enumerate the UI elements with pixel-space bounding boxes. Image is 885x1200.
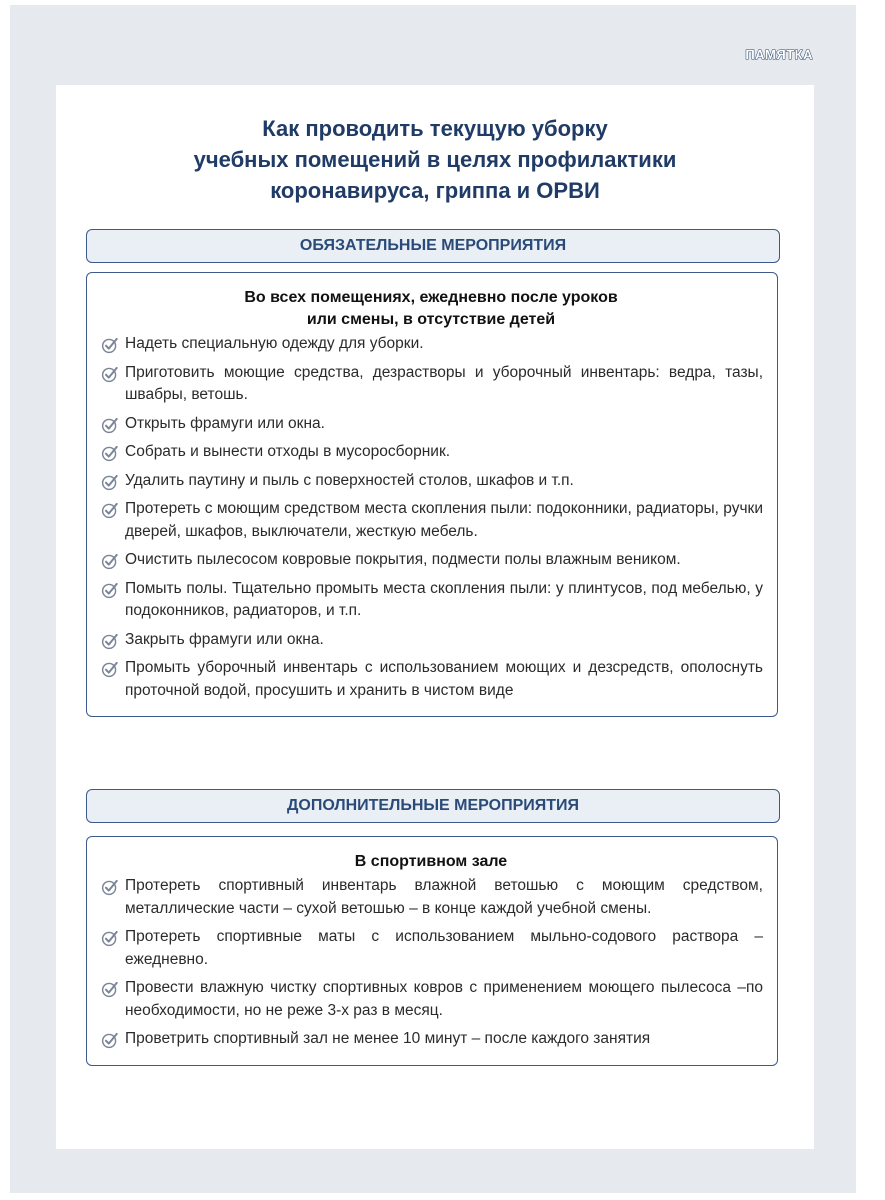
list-item	[99, 413, 763, 436]
list-item	[99, 657, 763, 702]
check-icon	[101, 336, 119, 354]
memo-badge: ПАМЯТКА	[745, 47, 813, 62]
list-item-text: Промыть уборочный инвентарь с использованием моющих и дезсредств, ополоснуть проточной водой, просушить и хранить в чистом виде	[125, 659, 763, 699]
mandatory-section-box	[86, 272, 778, 717]
list-item	[99, 1028, 763, 1051]
list-item-text: Закрыть фрамуги или окна.	[125, 630, 324, 648]
additional-section-box	[86, 836, 778, 1066]
check-icon	[101, 878, 119, 896]
check-icon	[101, 552, 119, 570]
page-title	[56, 113, 814, 206]
list-item-text: Надеть специальную одежду для уборки.	[125, 335, 424, 352]
check-icon	[101, 1031, 119, 1049]
check-icon	[101, 980, 119, 998]
title-line-2: учебных помещений в целях профилактики	[193, 147, 677, 172]
title-line-1: Как проводить текущую уборку	[262, 116, 608, 141]
list-item-text: Очистить пылесосом ковровые покрытия, подмести полы влажным веником.	[125, 551, 681, 568]
list-item-text: Проветрить спортивный зал не менее 10 минут – после каждого занятия	[125, 1030, 651, 1047]
list-item	[99, 875, 763, 920]
list-item-text: Провести влажную чистку спортивных ковров с применением моющего пылесоса –по необходимости, но не реже 3-х раз в месяц.	[125, 979, 763, 1019]
list-item	[99, 441, 763, 464]
check-icon	[101, 416, 119, 434]
list-item	[99, 926, 763, 971]
list-item	[99, 470, 763, 493]
list-item-text: Открыть фрамуги или окна.	[125, 414, 325, 432]
check-icon	[101, 501, 119, 519]
mandatory-list	[99, 333, 763, 702]
list-item	[99, 578, 763, 623]
list-item	[99, 549, 763, 572]
additional-subtitle-line: В спортивном зале	[354, 853, 508, 870]
mandatory-section-header: ОБЯЗАТЕЛЬНЫЕ МЕРОПРИЯТИЯ	[86, 229, 780, 263]
mandatory-subtitle-line-1: Во всех помещениях, ежедневно после уроков	[244, 289, 618, 306]
mandatory-subtitle-line-2: или смены, в отсутствие детей	[306, 311, 556, 328]
check-icon	[101, 929, 119, 947]
list-item	[99, 333, 763, 356]
check-icon	[101, 632, 119, 650]
additional-section-header: ДОПОЛНИТЕЛЬНЫЕ МЕРОПРИЯТИЯ	[86, 789, 780, 823]
check-icon	[101, 444, 119, 462]
list-item	[99, 362, 763, 407]
list-item	[99, 629, 763, 652]
list-item-text: Удалить паутину и пыль с поверхностей столов, шкафов и т.п.	[125, 471, 574, 489]
list-item-text: Протереть спортивный инвентарь влажной ветошью с моющим средством, металлические части – сухой ветошью – в конце каждой учебной смены.	[125, 877, 763, 917]
list-item	[99, 498, 763, 543]
check-icon	[101, 473, 119, 491]
mandatory-subtitle	[99, 287, 763, 331]
list-item-text: Протереть с моющим средством места скопления пыли: подоконники, радиаторы, ручки дверей, шкафов, выключатели, жесткую мебель.	[125, 500, 763, 540]
list-item	[99, 977, 763, 1022]
check-icon	[101, 660, 119, 678]
memo-sheet	[56, 85, 814, 1149]
title-line-3: коронавируса, гриппа и ОРВИ	[270, 178, 600, 203]
additional-subtitle	[99, 851, 763, 873]
list-item-text: Приготовить моющие средства, дезрастворы и уборочный инвентарь: ведра, тазы, швабры, ветошь.	[125, 363, 763, 403]
check-icon	[101, 365, 119, 383]
list-item-text: Собрать и вынести отходы в мусоросборник.	[125, 443, 451, 460]
additional-list	[99, 875, 763, 1051]
list-item-text: Протереть спортивные маты с использованием мыльно-содового раствора – ежедневно.	[125, 928, 763, 968]
list-item-text: Помыть полы. Тщательно промыть места скопления пыли: у плинтусов, под мебелью, у подоконников, радиаторов, и т.п.	[125, 579, 763, 619]
check-icon	[101, 581, 119, 599]
